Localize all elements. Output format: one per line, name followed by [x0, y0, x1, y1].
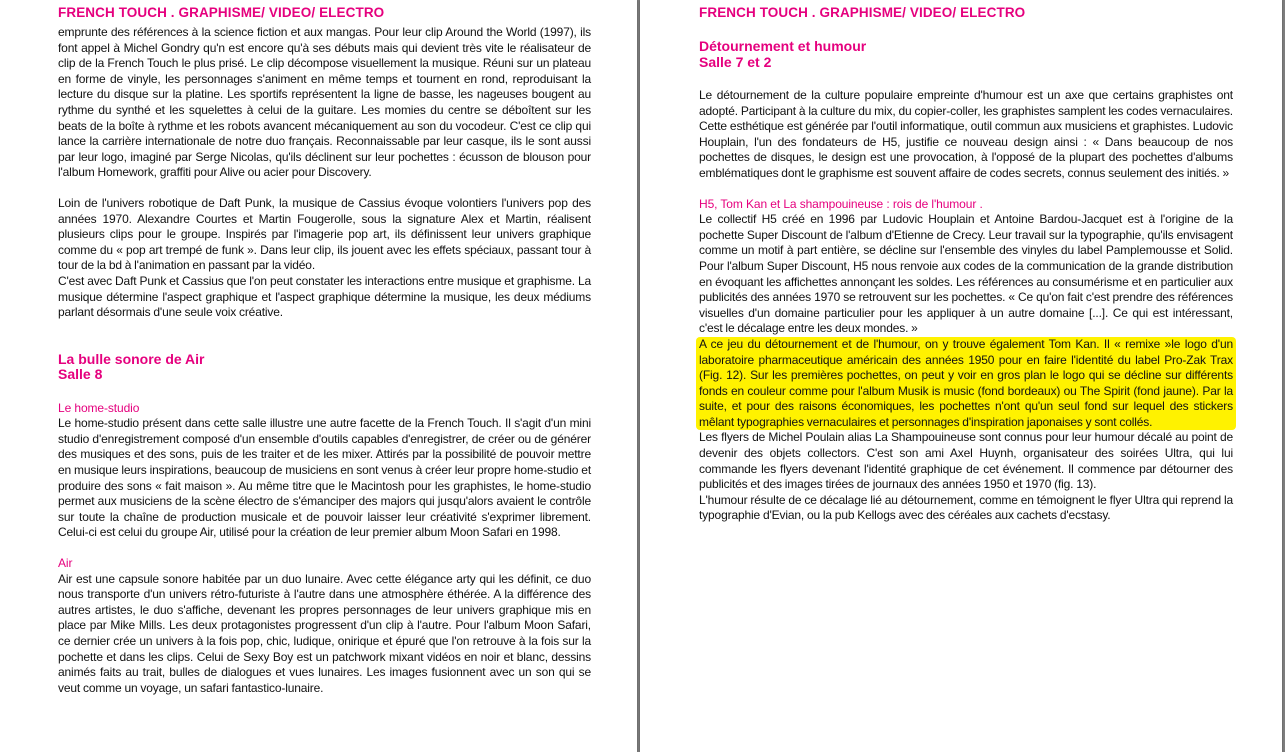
paragraph: Le home-studio présent dans cette salle illustre une autre facette de la French Touch. Il s'agit d'un mini studio d'enregistrement composé d'un ensemble d'outils capables d'enregistrer, de créer ou de générer des musiques et des sons, puis de les traiter et de les mixer. Attirés par la possibilité de pouvoir mettre en musique leurs inspirations, beaucoup de musiciens en sont venus à créer leur propre home-studio et produire des sons « fait maison ». Au même titre que le Macintosh pour les graphistes, le home-studio permet aux musiciens de la scène électro de s'émanciper des majors qui jusqu'alors avaient le contrôle sur toute la chaîne de production musicale et de pouvoir laisser leur créativité s'exprimer librement. Celui-ci est celui du groupe Air, utilisé pour la création de leur premier album Moon Safari en 1998. [58, 416, 591, 540]
paragraph: Air est une capsule sonore habitée par un duo lunaire. Avec cette élégance arty qui les définit, ce duo nous transporte d'un univers rétro-futuriste à l'autre dans une atmosphère éthérée. A la différence des autres artistes, le duo s'affiche, devenant les propres personnages de leur univers graphique mis en place par Mike Mills. Les deux protagonistes progressent d'un clip à l'autre. Pour l'album Moon Safari, ce dernier crée un univers à la fois pop, chic, ludique, onirique et épuré que l'on retrouve à la fois sur la pochette et dans les clips. Celui de Sexy Boy est un patchwork mixant vidéos en noir et blanc, dessins animés faits au trait, bulles de dialogues et vues lunaires. Les images fusionnent avec un son qui se veut comme un voyage, un safari fantastico-lunaire. [58, 571, 591, 695]
paragraph: Les flyers de Michel Poulain alias La Shampouineuse sont connus pour leur humour décalé au point de devenir des objets collectors. C'est son ami Axel Huynh, organisateur des soirées Ultra, qui lui commande les flyers devenant l'identité graphique de cet événement. Il commence par détourner des publicités et des images tirées de journaux des années 1950 et 1970 (fig. 13). L'humour résulte de ce décalage lié au détournement, comme en témoignent le flyer Ultra qui reprend la typographie d'Evian, ou la pub Kellogs avec des céréales aux cachets d'ecstasy. [699, 430, 1233, 523]
paragraph: Loin de l'univers robotique de Daft Punk, la musique de Cassius évoque volontiers l'univers pop des années 1970. Alexandre Courtes et Martin Fougerolle, sous la signature Alex et Martin, réalisent plusieurs clips pour le groupe. Inspirés par l'imagerie pop art, ils définissent leur univers graphique comme du « pop art trempé de funk ». Dans leur clip, ils jouent avec les effets spéciaux, passant tour à tour de la bd à l'animation en passant par la vidéo. C'est avec Daft Punk et Cassius que l'on peut constater les interactions entre musique et graphisme. La musique détermine l'aspect graphique et l'aspect graphique détermine la musique, les deux médiums parlant désormais d'une seule voix créative. [58, 195, 591, 320]
page-header: FRENCH TOUCH . GRAPHISME/ VIDEO/ ELECTRO [699, 5, 1026, 20]
section-subtitle: Salle 8 [58, 366, 103, 383]
section-title: La bulle sonore de Air [58, 350, 205, 367]
subheading: Le home-studio [58, 400, 140, 415]
section-title: Détournement et humour [699, 38, 867, 54]
subheading: Air [58, 556, 73, 571]
paragraph: Le détournement de la culture populaire empreinte d'humour est un axe que certains graphistes ont adopté. Participant à la culture du mix, du copier-coller, les graphistes samplent les codes vernaculaires. Cette esthétique est générée par l'outil informatique, outil commun aux musiciens et graphistes. Ludovic Houplain, l'un des fondateurs de H5, justifie ce nouveau design ainsi : « Dans beaucoup de nos pochettes de disques, le design est une provocation, à l'opposé de la plupart des pochettes d'albums emblématiques dont le graphisme est souvent affaire de codes secrets, connus seulement des initiés. » [699, 88, 1233, 180]
highlighted-paragraph: A ce jeu du détournement et de l'humour, on y trouve également Tom Kan. Il « remixe »le logo d'un laboratoire pharmaceutique américain des années 1950 pour en faire l'identité du label Pro-Zak Trax (Fig. 12). Sur les premières pochettes, on peut y voir en gros plan le logo qui se décline sur différents fonds en couleur comme pour l'album Musik is music (fond bordeaux) ou The Spirit (fond jaune). Par la suite, et pour des raisons économiques, les pochettes n'ont qu'un seul fond sur lequel des stickers mêlant typographies vernaculaires et personnages d'inspiration japonaises y sont collés. [696, 337, 1236, 431]
page-left [0, 0, 637, 752]
section-subtitle: Salle 7 et 2 [699, 53, 772, 70]
subheading: H5, Tom Kan et La shampouineuse : rois de l'humour . [699, 196, 983, 211]
page-right [640, 0, 1282, 752]
paragraph: emprunte des références à la science fiction et aux mangas. Pour leur clip Around the World (1997), ils font appel à Michel Gondry qu'n est encore qu'à ses débuts mais qui devient très vite le réalisateur de clip de la French Touch le plus prisé. Le clip décompose visuellement la musique. Réuni sur un plateau en forme de vinyle, les personnages s'animent en même temps et tournent en rond, reproduisant la lecture du disque sur la platine. Les sportifs représentent la ligne de basse, les nageuses bougent au rythme du synthé et les squelettes à celui de la guitare. Les momies du centre se déboîtent sur les beats de la boîte à rythme et les robots avancent mécaniquement au son du vocodeur. C'est ce clip qui lance la carrière internationale de notre duo français. Reconnaissable par leur casque, ils le sont aussi par leur logo, imaginé par Serge Nicolas, qu'ils déclinent sur leur pochettes : écusson de blouson pour l'album Homework, graffiti pour Alive ou acier pour Discovery. [58, 25, 591, 180]
paragraph: Le collectif H5 créé en 1996 par Ludovic Houplain et Antoine Bardou-Jacquet est à l'origine de la pochette Super Discount de l'album d'Etienne de Crecy. Leur travail sur la typographie, qu'ils envisagent comme un motif à part entière, se décline sur l'ensemble des vinyles du label Pamplemousse et Solid. Pour l'album Super Discount, H5 nous renvoie aux codes de la communication de la grande distribution en évoquant les affichettes annonçant les soldes. Les références au consumérisme et en particulier aux publicités des années 1970 se retrouvent sur les pochettes. « Ce qu'on fait c'est prendre des références visuelles d'un domaine particulier pour les appliquer à un autre domaine [...]. Ce qui est intéressant, c'est le décalage entre les deux mondes. » [699, 212, 1233, 336]
page-header: FRENCH TOUCH . GRAPHISME/ VIDEO/ ELECTRO [58, 5, 385, 20]
